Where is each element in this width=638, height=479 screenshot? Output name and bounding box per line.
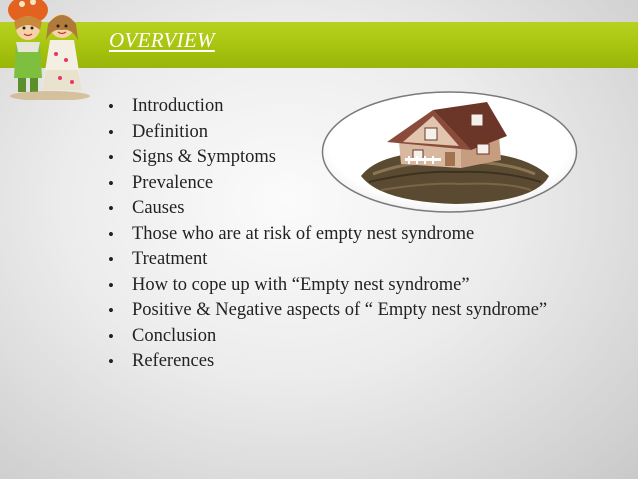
list-item-text: Signs & Symptoms (132, 147, 276, 167)
list-item-text: Definition (132, 121, 209, 142)
list-item (108, 349, 548, 375)
bullet-icon: • (108, 122, 114, 142)
slide-title: OVERVIEW (109, 28, 215, 52)
list-item-text: Introduction (132, 96, 224, 116)
list-item (108, 145, 548, 171)
list-item-text: Treatment (132, 249, 208, 269)
bullet-icon: • (108, 301, 114, 320)
bullet-icon: • (108, 326, 114, 346)
bullet-icon: • (108, 352, 114, 371)
list-item-text: Positive & Negative aspects of “ Empty nest syndrome” (132, 300, 548, 320)
list-item-text: How to cope up with “Empty nest syndrome” (132, 274, 470, 295)
list-item (108, 222, 548, 248)
list-item-text: Those who are at risk of empty nest syndrome (132, 223, 475, 244)
overview-list (108, 94, 548, 375)
list-item (108, 171, 548, 197)
bullet-icon: • (108, 148, 114, 167)
list-item-text: Causes (132, 198, 185, 218)
list-item (108, 273, 548, 299)
list-item-text: References (132, 351, 215, 371)
list-item-text: Prevalence (132, 172, 214, 193)
list-item (108, 94, 548, 120)
list-item (108, 120, 548, 146)
bullet-icon: • (108, 97, 114, 116)
bullet-icon: • (108, 224, 114, 244)
doll-couple-illustration (0, 0, 100, 100)
bullet-icon: • (108, 275, 114, 295)
list-item (108, 298, 548, 324)
bullet-icon: • (108, 199, 114, 218)
list-item-text: Conclusion (132, 325, 217, 346)
list-item (108, 247, 548, 273)
list-item (108, 324, 548, 350)
bullet-icon: • (108, 173, 114, 193)
bullet-icon: • (108, 250, 114, 269)
list-item (108, 196, 548, 222)
